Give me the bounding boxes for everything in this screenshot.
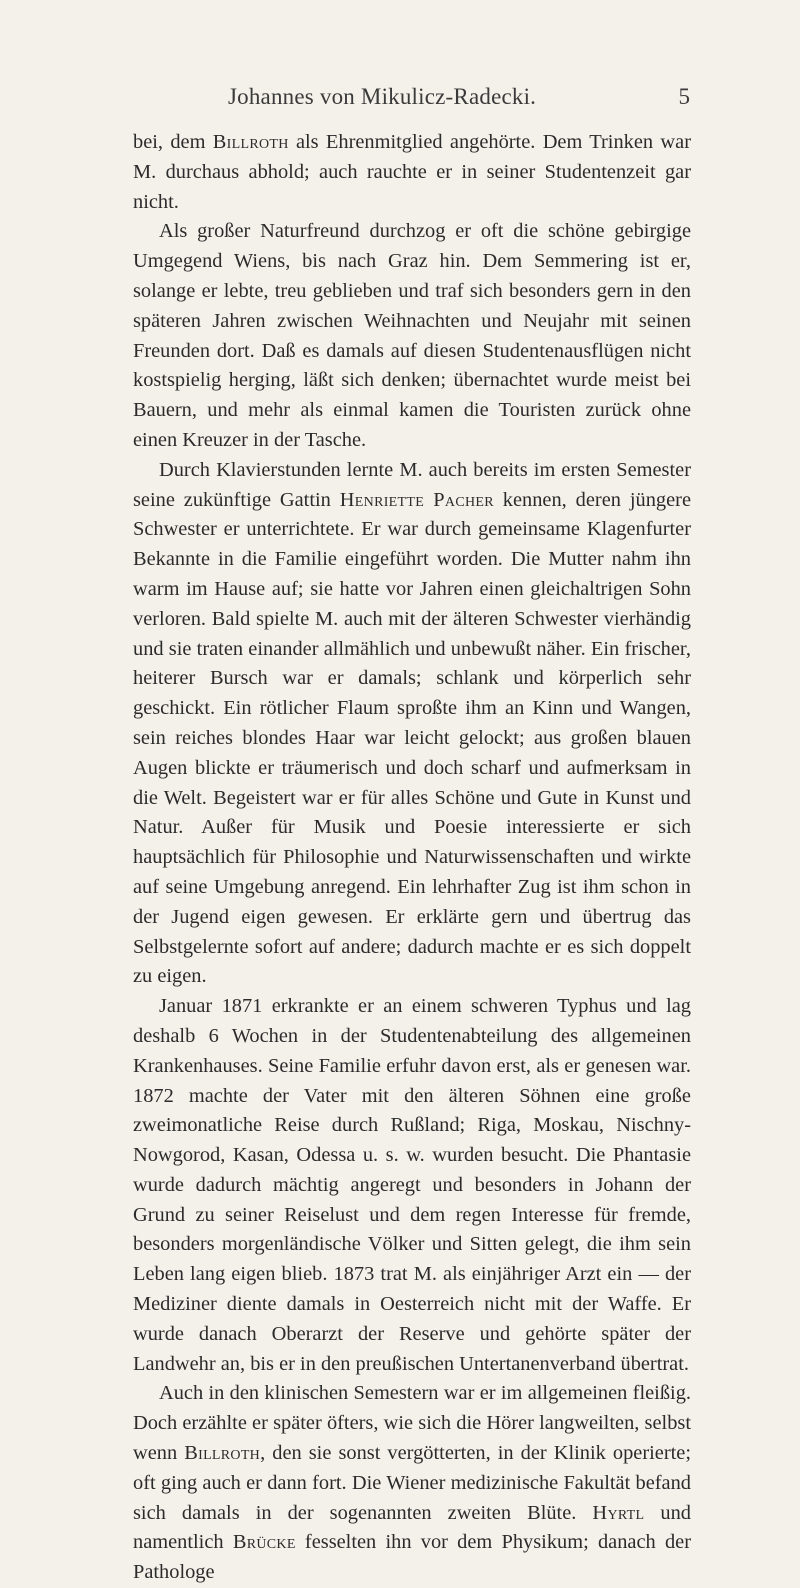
page-header bbox=[130, 84, 690, 112]
running-head-title: Johannes von Mikulicz-Radecki. bbox=[228, 84, 537, 109]
paragraph bbox=[133, 128, 691, 217]
text-run: als Ehrenmitglied angehörte. Dem Trinken war M. durchaus abhold; auch rauchte er in seiner Studentenzeit gar nicht. bbox=[133, 131, 691, 213]
person-name: Billroth bbox=[212, 131, 289, 153]
text-run: Durch Klavierstunden lernte M. auch bereits im ersten Semester seine zukünftige Gattin bbox=[133, 458, 691, 511]
text-run: , den sie sonst vergötterten, in der Klinik operierte; oft ging auch er dann fort. Die Wiener medizinische Fakultät befand sich damals in der sogenannten zweiten Blüte. bbox=[133, 1442, 691, 1524]
paragraph bbox=[133, 217, 691, 455]
person-name: Brücke bbox=[232, 1531, 296, 1554]
text-run: kennen, deren jüngere Schwester er unterrichtete. Er war durch gemeinsame Klagenfurter Bekannte in die Familie eingeführt worden. Die Mutter nahm ihn warm im Hause auf; sie hatte vor Jahren einen gleichaltrigen Sohn verloren. Bald spielte M. auch mit der älteren Schwester vierhändig und sie traten einander allmählich und unbewußt näher. Ein frischer, heiterer Bursch war er damals; schlank und körperlich sehr geschickt. Ein rötlicher Flaum sproßte ihm an Kinn und Wangen, sein reiches blondes Haar war leicht gelockt; aus großen blauen Augen blickte er träumerisch und doch scharf und aufmerksam in die Welt. Begeistert war er für alles Schöne und Gute in Kunst und Natur. Außer für Musik und Poesie interessierte er sich hauptsächlich für Philosophie und Naturwissenschaften und wirkte auf seine Umgebung anregend. Ein lehrhafter Zug ist ihm schon in der Jugend eigen gewesen. Er erklärte gern und übertrug das Selbstgelernte sofort auf andere; dadurch machte er es sich doppelt zu eigen. bbox=[133, 488, 691, 988]
paragraph bbox=[133, 1379, 691, 1588]
body-text bbox=[133, 128, 691, 1588]
person-name: Billroth bbox=[184, 1442, 261, 1465]
page-number: 5 bbox=[678, 84, 690, 109]
text-run: fesselten ihn vor dem Physikum; danach der Pathologe bbox=[133, 1531, 691, 1584]
text-run: Auch in den klinischen Semestern war er im allgemeinen fleißig. Doch erzählte er später öfters, wie sich die Hörer langweilten, selbst wenn bbox=[133, 1382, 691, 1465]
text-run: Januar 1871 erkrankte er an einem schweren Typhus und lag deshalb 6 Wochen in der Studentenabteilung des allgemeinen Krankenhauses. Seine Familie erfuhr davon erst, als er genesen war. 1872 machte der Vater mit den älteren Söhnen eine große zweimonatliche Reise durch Rußland; Riga, Moskau, Nischny-Nowgorod, Kasan, Odessa u. s. w. wurden besucht. Die Phantasie wurde dadurch mächtig angeregt und besonders in Johann der Grund zu seiner Reiselust und dem regen Interesse für fremde, besonders morgenländische Völker und Sitten gelegt, die ihm sein Leben lang eigen blieb. 1873 trat M. als einjähriger Arzt ein — der Mediziner diente damals in Oesterreich nicht mit der Waffe. Er wurde danach Oberarzt der Reserve und gehörte später der Landwehr an, bis er in den preußischen Untertanenverband übertrat. bbox=[133, 995, 691, 1375]
text-run: und namentlich bbox=[133, 1501, 691, 1554]
person-name: Hyrtl bbox=[592, 1501, 645, 1524]
text-run: Als großer Naturfreund durchzog er oft die schöne gebirgige Umgegend Wiens, bis nach Graz hin. Dem Semmering ist er, solange er lebte, treu geblieben und traf sich besonders gern in den späteren Jahren zwischen Weihnachten und Neujahr mit seinen Freunden dort. Daß es damals auf diesen Studentenausflügen nicht kostspielig herging, läßt sich denken; übernachtet wurde meist bei Bauern, und mehr als einmal kamen die Touristen zurück ohne einen Kreuzer in der Tasche. bbox=[133, 220, 691, 451]
person-name: Henriette Pacher bbox=[339, 488, 494, 511]
paragraph bbox=[133, 992, 691, 1379]
text-run: bei, dem bbox=[133, 131, 213, 153]
paragraph bbox=[133, 456, 691, 992]
